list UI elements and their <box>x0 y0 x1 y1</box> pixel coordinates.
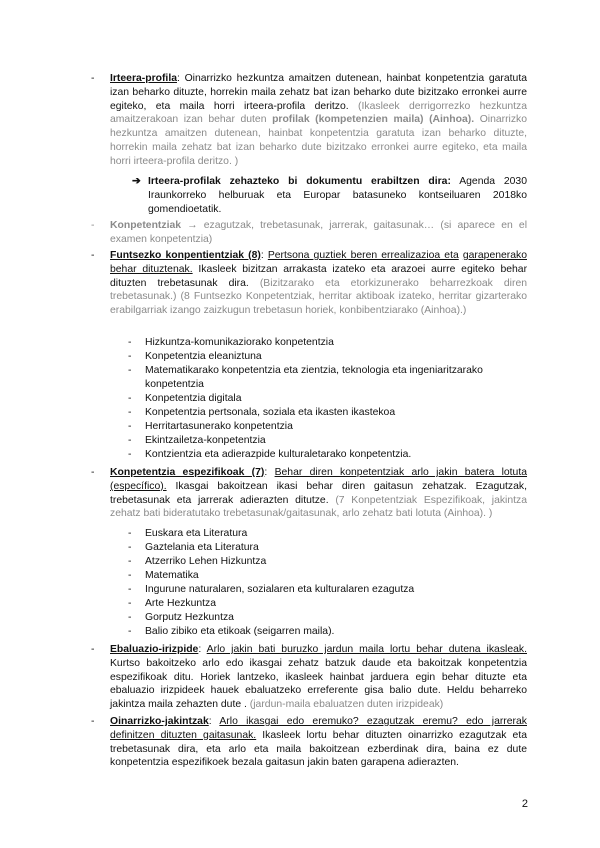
list-item: Gaztelania eta Literatura <box>145 542 259 553</box>
bullet-dash: - <box>91 250 95 261</box>
irteera-note-g3: (Ikasleek derrigorrezko <box>358 100 471 112</box>
konpetentziak-paragraph: Konpetentziak → ezagutzak, trebetasunak, jarrerak, gaitasunak… (si aparece en el examen konpetentzia) <box>110 220 527 245</box>
funtsezko-paragraph: Funtsezko konpentientziak (8): Pertsona guztiek beren errealizazioa eta garapenerako behar dituztenak. Ikasleek bizitzan arrakasta izateko eta arazoei aurre egiteko behar dituzten trebetasunak dira. (Bizitzarako eta etorkizunerako beharrezkoak diren trebetasunak.) (8 Funtsezko Konpetentziak, herritar aktiboak izateko, herritar gizarterako erabilgarriak izango zaizkugun trebetasun horiek, konbibentziarako (Ainhoa).) <box>110 250 528 317</box>
list-item: Ingurune naturalaren, sozialaren eta kulturalaren ezagutza <box>145 584 415 595</box>
irteera-note-g4: hezkuntza amaitzerakoan izan behar duten <box>110 100 527 126</box>
list-item: Matematikarako konpetentzia eta zientzia, teknologia eta ingeniaritzarako <box>145 365 483 376</box>
funtsezko-term: Funtsezko konpentientziak (8) <box>110 250 261 261</box>
bullet-dash: - <box>91 220 95 231</box>
list-item: Arte Hezkuntza <box>145 598 217 609</box>
irteera-line2: garatuta izan beharko dituzte, horrekin maila zehatz bat izan beharko dute bizitzako <box>110 73 527 98</box>
espezifikoak-term: Konpetentzia espezifikoak (7) <box>110 467 265 478</box>
list-item: Konpetentzia pertsonala, soziala eta ikasten ikastekoa <box>145 407 396 418</box>
bullet-dash: - <box>91 716 95 727</box>
list-item: Herritartasunerako konpetentzia <box>145 421 293 432</box>
irteera-note-g6: izan beharko dituzte, horrekin maila zehatz bat izan beharko dute bizitzako erronkei <box>110 128 527 153</box>
document-page: - Irteera-profila: Oinarrizko hezkuntza amaitzen dutenean, hainbat konpetentzia garatuta izan beharko dituzte, horrekin maila zehatz bat izan beharko dute bizitzako erronkei aurre egiteko, eta maila horri irteera-profila deritzo. (Ikasleek derrigorrezko hezkuntza amaitzerakoan izan behar duten profilak (kompetenzien maila) (Ainhoa). Oinarrizko hezkuntza amaitzen dutenean, hainbat konpetentzia garatuta izan beharko dituzte, horrekin maila zehatz bat izan beharko dute bizitzako erronkei aurre egiteko, eta maila horri irteera-profila deritzo. ) ➔ Irteera-profilak zehazteko bi dokumentu erabiltzen dira: Agenda 2030 Iraunkorreko helburuak eta Europar batasuneko kontseiluaren 2018ko gomendioetatik. - Konpetentziak → ezagutzak, trebetasunak, jarrerak, gaitasunak… (si aparece en el examen konpetentzia) - Funtsezko konpentientziak (8): Pertsona guztiek beren errealizazioa eta garapenerako behar dituztenak. Ikasleek bizitzan arrakasta izateko eta arazoei aurre egiteko behar dituzten trebetasunak dira. (Bizitzarako eta etorkizunerako beharrezkoak diren trebetasunak.) (8 Funtsezko Konpetentziak, herritar aktiboak izateko, herritar gizarterako erabilgarriak izango zaizkugun trebetasun horiek, konbibentziarako (Ainhoa).) - Hizkuntza-komunikaziorako konpetentzia - Konpetentzia eleaniztuna - Matematikarako konpetentzia eta zientzia, teknologia eta ingeniaritzarako konpetentzia - Konpetentzia digitala - Konpetentzia pertsonala, soziala eta ikasten ikastekoa - Herritartasunerako konpetentzia - Ekintzailetza-konpetentzia - Kontzientzia eta adierazpide kulturaletarako konpetentzia. - Konpetentzia espezifikoak (7): Behar diren konpetentziak arlo jakin batera lotuta (específico). Ikasgai bakoitzean ikasi behar diren gaitasun zehatzak. Ezagutzak, trebetasunak eta jarrerak adierazten ditutze. (7 Konpetentziak Espezifikoak, jakintza zehatz bati bideratutako trebetasunak/gaitasunak, arlo zehatz bati lotuta (Ainhoa). ) - Euskara eta Literatura - Gaztelania eta Literatura - Atzerriko Lehen Hizkuntza - Matematika - Ingurune naturalaren, sozialaren eta kulturalaren ezagutza - Arte Hezkuntza - Gorputz Hezkuntza - Balio zibiko eta etikoak (seigarren maila). - Ebaluazio-irizpide: Arlo jakin bati buruzko jardun maila lortu behar dutena ikasleak. Kurtso bakoitzeko arlo edo ikasgai zehatz batzuk daude eta bakoitzak konpetentzia espezifikoak ditu. Horiek lantzeko, ikasleek hainbat jarduera egin behar dituzte eta ebaluazio irizpideek hauek ebaluatzeko erreferente gisa balio dute. Heldu beharreko jakintza maila zehazten dute . (jardun-maila ebaluatzen duten irizpideak) - Oinarrizko-jakintzak: Arlo ikasgai edo eremuko? ezagutzak eremu? edo jarrerak definitzen dituzten gaitasunak. Ikasleek lortu behar dituzten oinarrizko ezagutzak eta trebetasunak dira, eta arlo eta maila bakoitzean ezberdinak dira, baina ez dute konpetentzia espezifikoek bezala gaitasun jakin baten garapena adierazten. 2 <box>91 73 528 810</box>
irteera-profila-paragraph: Irteera-profila: Oinarrizko hezkuntza amaitzen dutenean, hainbat konpetentzia garatuta izan beharko dituzte, horrekin maila zehatz bat izan beharko dute bizitzako erronkei aurre egiteko, eta maila horri irteera-profila deritzo. (Ikasleek derrigorrezko hezkuntza amaitzerakoan izan behar duten profilak (kompetenzien maila) (Ainhoa). Oinarrizko hezkuntza amaitzen dutenean, hainbat konpetentzia garatuta izan beharko dituzte, horrekin maila zehatz bat izan beharko dute bizitzako erronkei aurre egiteko, eta maila horri irteera-profila deritzo. ) <box>110 73 528 167</box>
list-item-cont: konpetentzia <box>145 379 204 390</box>
list-item: Konpetentzia digitala <box>145 393 242 404</box>
bullet-dash: - <box>91 467 95 478</box>
irteera-note-g5: Oinarrizko hezkuntza amaitzen dutenean, hainbat konpetentzia garatuta <box>110 114 528 140</box>
irteera-line3: erronkei aurre egiteko, eta maila horri irteera-profila deritzo. <box>110 86 528 112</box>
irteera-documents-title: Irteera-profilak zehazteko bi dokumentu erabiltzen dira: <box>148 176 451 187</box>
irteera-documents: Irteera-profilak zehazteko bi dokumentu erabiltzen dira: Agenda 2030 Iraunkorreko helburuak eta Europar batasuneko kontseiluaren 2018ko gomendioetatik. <box>148 176 527 215</box>
page-number: 2 <box>521 798 528 810</box>
list-item: Matematika <box>145 570 199 581</box>
irteera-note-g4b: profilak (kompetenzien maila) <box>272 114 424 126</box>
irteera-profila-term: Irteera-profila <box>110 73 177 84</box>
bullet-dash: - <box>91 644 95 655</box>
bullet-dash: - <box>91 73 95 84</box>
list-item: Euskara eta Literatura <box>145 528 248 539</box>
espezifikoak-paragraph: Konpetentzia espezifikoak (7): Behar diren konpetentziak arlo jakin batera lotuta (específico). Ikasgai bakoitzean ikasi behar diren gaitasun zehatzak. Ezagutzak, trebetasunak eta jarrerak adierazten ditutze. (7 Konpetentziak Espezifikoak, jakintza zehatz bati bideratutako trebetasunak/gaitasunak, arlo zehatz bati lotuta (Ainhoa). ) <box>110 467 528 520</box>
irteera-line1: Oinarrizko hezkuntza amaitzen dutenean, hainbat konpetentzia <box>184 73 485 84</box>
konpetentziak-term: Konpetentziak <box>110 220 182 231</box>
list-item: Konpetentzia eleaniztuna <box>145 351 262 362</box>
ebaluazio-paragraph: Ebaluazio-irizpide: Arlo jakin bati buruzko jardun maila lortu behar dutena ikasleak. Kurtso bakoitzeko arlo edo ikasgai zehatz batzuk daude eta bakoitzak konpetentzia espezifikoak ditu. Horiek lantzeko, ikasleek hainbat jarduera egin behar dituzte eta ebaluazio irizpideek hauek ebaluatzeko erreferente gisa balio dute. Heldu beharreko jakintza maila zehazten dute . (jardun-maila ebaluatzen duten irizpideak) <box>110 644 527 711</box>
arrow-icon: ➔ <box>132 176 141 187</box>
ebaluazio-term: Ebaluazio-irizpide <box>110 644 199 655</box>
list-item: Ekintzailetza-konpetentzia <box>145 435 266 446</box>
irteera-note-g7: aurre egiteko, eta maila horri irteera-profila deritzo. ) <box>110 141 527 167</box>
list-item: Atzerriko Lehen Hizkuntza <box>145 556 267 567</box>
list-item: Kontzientzia eta adierazpide kulturaletarako konpetentzia. <box>145 449 412 460</box>
list-item: Gorputz Hezkuntza <box>145 612 234 623</box>
oinarrizko-term: Oinarrizko-jakintzak <box>110 716 209 727</box>
list-item: Hizkuntza-komunikaziorako konpetentzia <box>145 337 334 348</box>
oinarrizko-paragraph: Oinarrizko-jakintzak: Arlo ikasgai edo eremuko? ezagutzak eremu? edo jarrerak definitzen dituzten gaitasunak. Ikasleek lortu behar dituzten oinarrizko ezagutzak eta trebetasunak dira, eta arlo eta maila bakoitzean ezberdinak dira, baina ez dute konpetentzia espezifikoek bezala gaitasun jakin baten garapena adierazten. <box>110 716 527 769</box>
irteera-note-g5b: (Ainhoa). <box>429 114 475 126</box>
list-item: Balio zibiko eta etikoak (seigarren maila). <box>145 626 335 637</box>
